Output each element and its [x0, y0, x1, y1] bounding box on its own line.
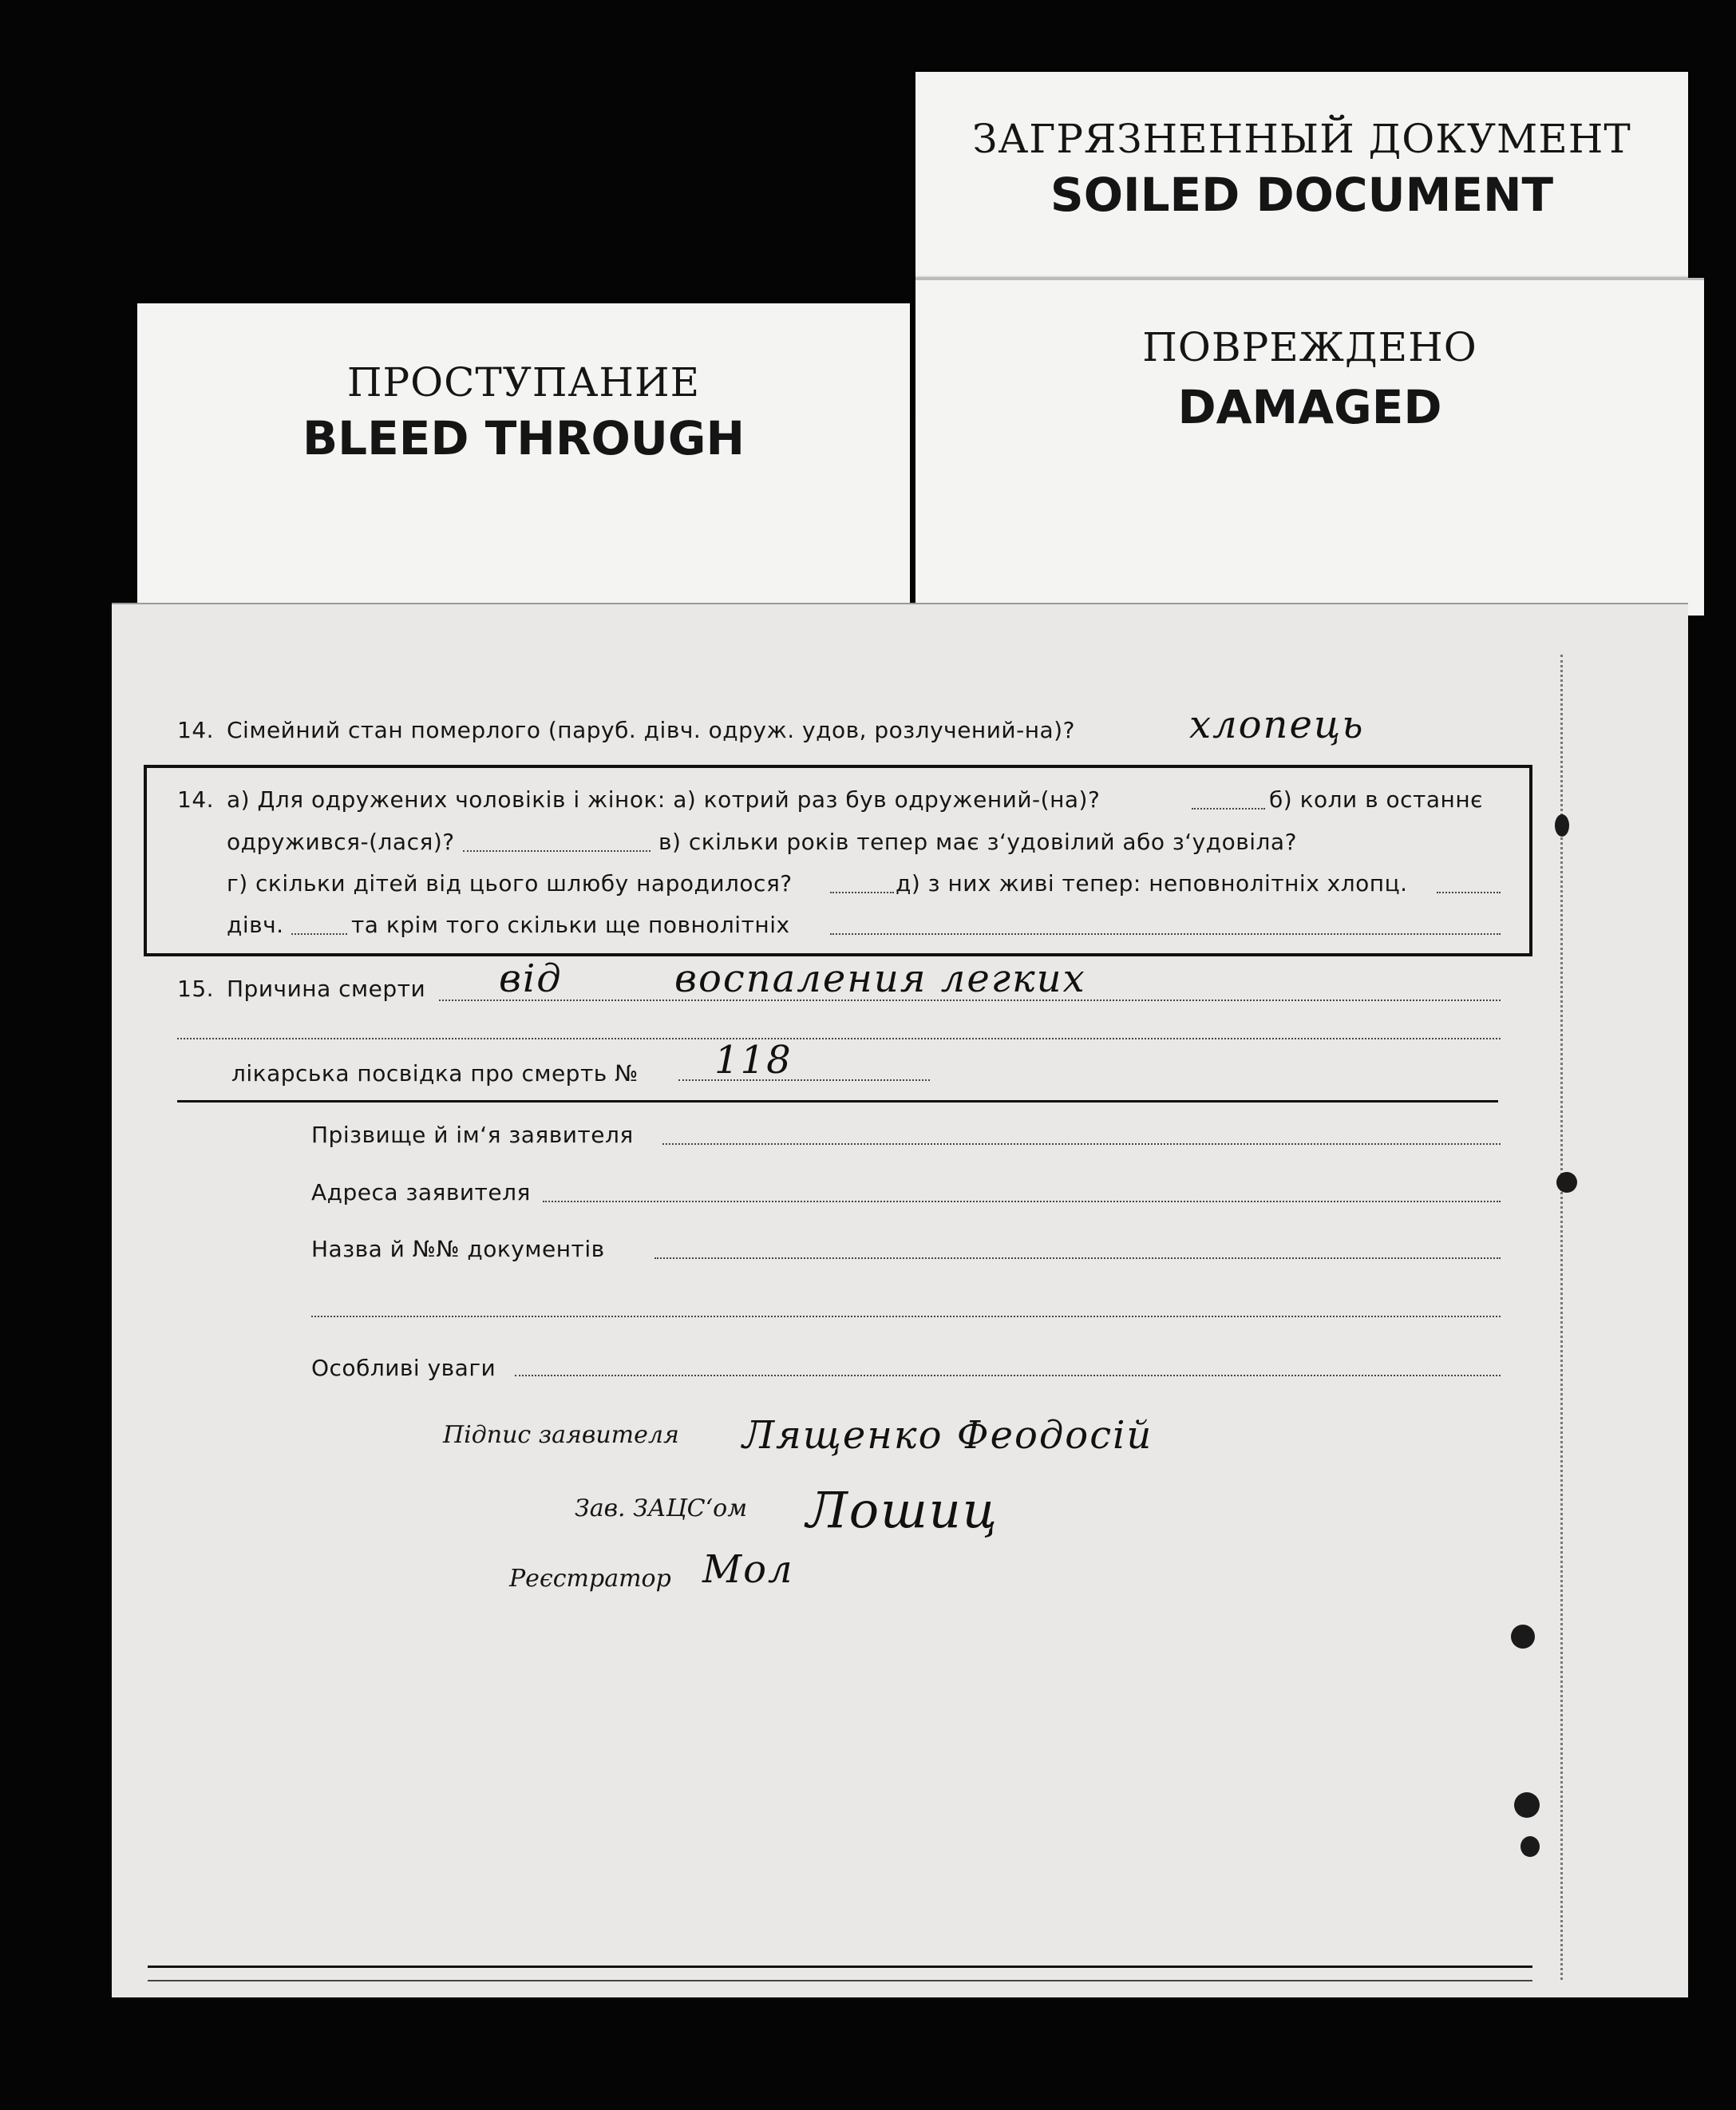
soiled-label-en: SOILED DOCUMENT [1050, 168, 1554, 222]
dotted-fill [311, 1316, 1501, 1317]
dotted-fill [291, 933, 347, 935]
q14a-line4a: дівч. [227, 912, 284, 938]
dotted-fill [654, 1257, 1501, 1259]
damaged-label-en: DAMAGED [1177, 380, 1442, 434]
bottom-rule [148, 1966, 1532, 1968]
dotted-fill [515, 1375, 1501, 1376]
punch-hole [1514, 1792, 1540, 1818]
bleed-through-label [137, 303, 910, 631]
q14a-number: 14. [177, 786, 215, 813]
q15-number: 15. [177, 976, 215, 1002]
documents-label: Назва й №№ документів [311, 1236, 605, 1262]
q14a-line3b: д) з них живі тепер: неповнолітніх хлопц. [896, 870, 1408, 897]
registrar-label: Реєстратор [509, 1565, 671, 1593]
remarks-label: Особливі уваги [311, 1355, 496, 1381]
q15-answer-prefix: від [499, 956, 563, 1001]
q14a-line3a: г) скільки дітей від цього шлюбу народилося? [227, 870, 793, 897]
bleed-label-en: BLEED THROUGH [302, 411, 745, 465]
q14a-line2b: в) скільки років тепер має з‘удовілий або з‘удовіла? [658, 829, 1297, 855]
dotted-fill [1192, 808, 1265, 810]
signature-value: Лященко Феодосій [742, 1413, 1153, 1458]
punch-hole [1556, 1172, 1577, 1193]
bleed-label-ru: ПРОСТУПАНИЕ [346, 359, 701, 406]
dotted-fill [662, 1143, 1501, 1145]
punch-hole [1555, 814, 1569, 837]
q14a-line1a: а) Для одружених чоловіків і жінок: а) котрий раз був одружений-(на)? [227, 786, 1101, 813]
q14-answer: хлопець [1189, 703, 1365, 747]
q15-text: Причина смерти [227, 976, 426, 1002]
dotted-fill [543, 1201, 1501, 1202]
q14a-line1b: б) коли в останнє [1269, 786, 1484, 813]
q14-number: 14. [177, 717, 215, 743]
head-label: Зав. ЗАЦС‘ом [575, 1494, 748, 1522]
dotted-fill [830, 892, 894, 893]
punch-hole [1511, 1625, 1535, 1649]
q14a-line2a: одружився-(лася)? [227, 829, 455, 855]
signature-label: Підпис заявителя [443, 1421, 679, 1449]
q14a-line4b: та крім того скільки ще повнолітніх [351, 912, 790, 938]
dotted-fill [830, 933, 1501, 935]
applicant-name-label: Прізвище й ім‘я заявителя [311, 1122, 634, 1148]
damaged-label-ru: ПОВРЕЖДЕНО [1142, 324, 1477, 370]
bottom-rule-secondary [148, 1980, 1532, 1981]
applicant-address-label: Адреса заявителя [311, 1179, 531, 1205]
damaged-label [915, 278, 1704, 616]
dotted-fill [463, 850, 651, 852]
soiled-label-ru: ЗАГРЯЗНЕННЫЙ ДОКУМЕНТ [972, 116, 1631, 162]
perforation-line [1560, 655, 1563, 1980]
dotted-fill [177, 1038, 1501, 1039]
dotted-fill [1437, 892, 1501, 893]
punch-hole [1520, 1836, 1540, 1857]
certificate-number: 118 [714, 1038, 793, 1083]
section-divider [177, 1100, 1498, 1103]
certificate-text: лікарська посвідка про смерть № [231, 1060, 639, 1087]
head-signature: Лошиц [806, 1481, 998, 1539]
q14-text: Сімейний стан померлого (паруб. дівч. одруж. удов, розлучений-на)? [227, 717, 1075, 743]
q15-answer: воспаления легких [674, 956, 1086, 1001]
registrar-signature: Мол [702, 1547, 794, 1592]
